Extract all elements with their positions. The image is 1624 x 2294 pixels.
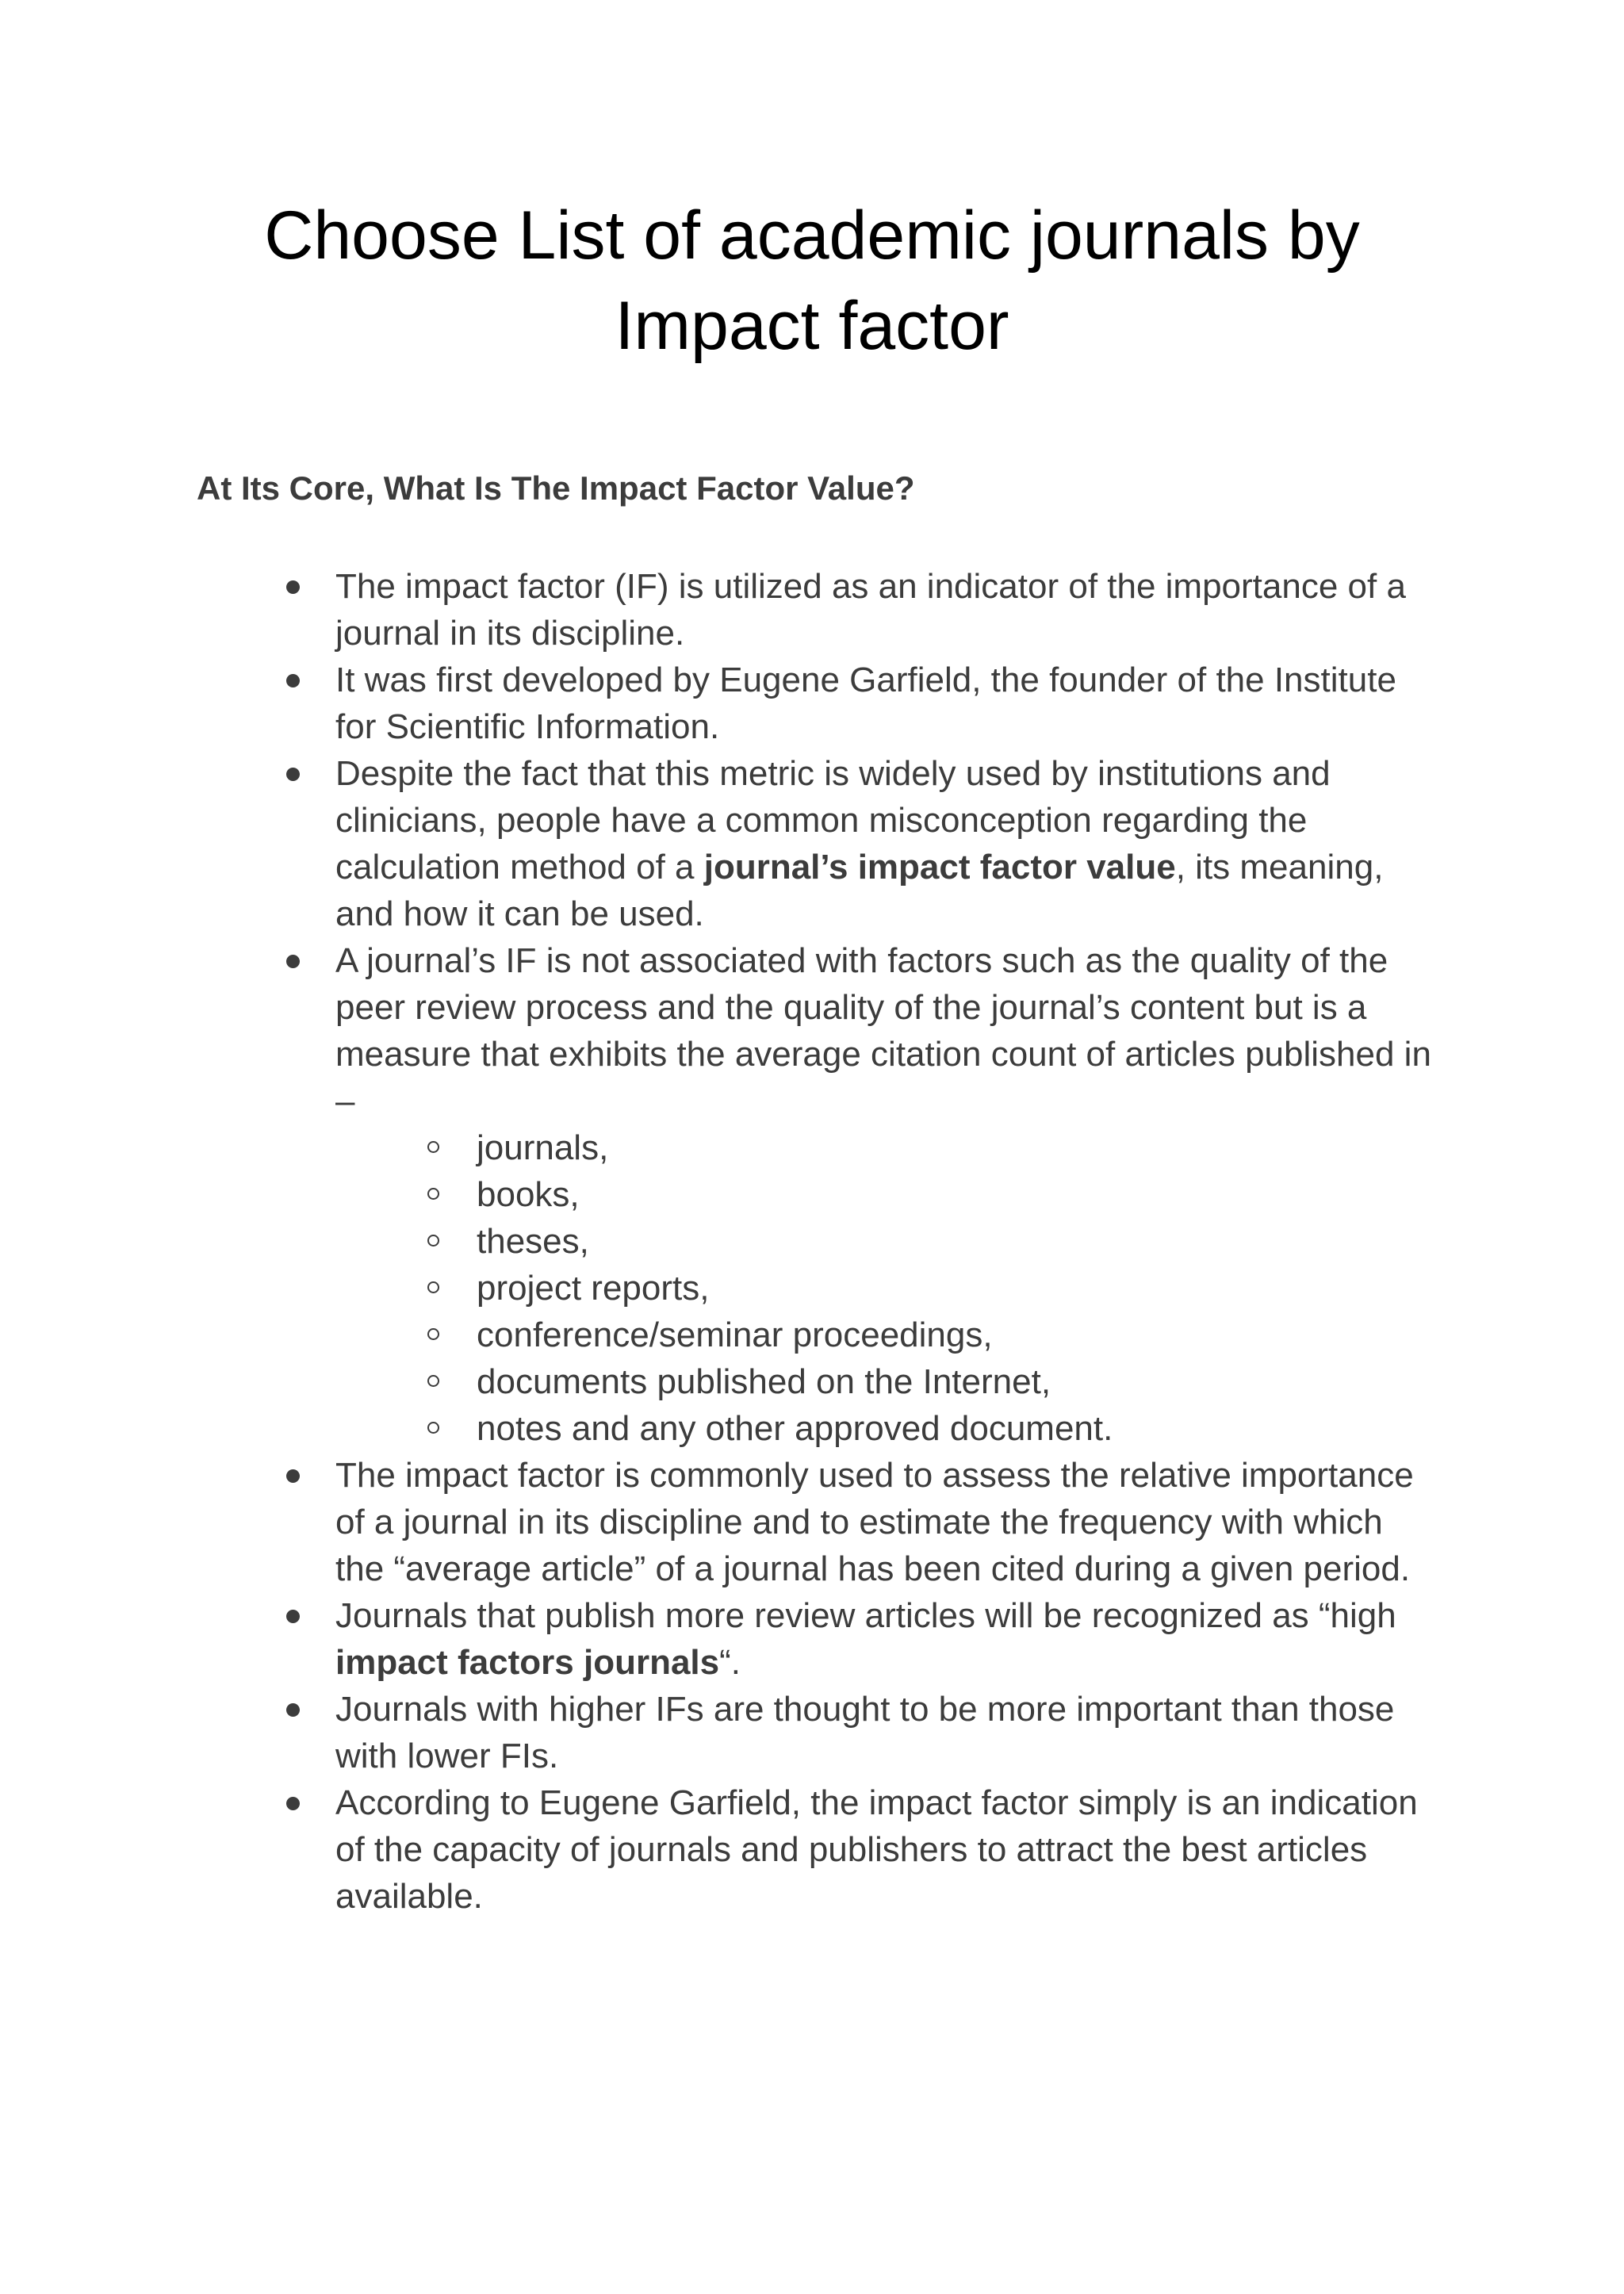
list-item bbox=[282, 657, 1439, 750]
bullet-icon bbox=[286, 580, 300, 594]
sub-list-item-text: journals, bbox=[477, 1128, 609, 1167]
list-item-text: Journals with higher IFs are thought to be more important than those with lower FIs. bbox=[335, 1690, 1395, 1775]
bullet-icon bbox=[286, 955, 300, 968]
circle-bullet-icon bbox=[427, 1328, 439, 1340]
sub-list-item bbox=[423, 1218, 1439, 1265]
circle-bullet-icon bbox=[427, 1235, 439, 1247]
bold-term: journal’s impact factor value bbox=[703, 848, 1176, 887]
list-item bbox=[282, 563, 1439, 657]
sub-list-item bbox=[423, 1358, 1439, 1405]
list-item bbox=[282, 1452, 1439, 1592]
sub-list-item-text: notes and any other approved document. bbox=[477, 1409, 1113, 1448]
circle-bullet-icon bbox=[427, 1281, 439, 1293]
list-item-text: The impact factor (IF) is utilized as an indicator of the importance of a journal in its discipline. bbox=[335, 567, 1406, 653]
sub-list-item-text: project reports, bbox=[477, 1269, 710, 1308]
list-item bbox=[282, 750, 1439, 937]
list-item bbox=[282, 1779, 1439, 1920]
bullet-icon bbox=[286, 1797, 300, 1810]
circle-bullet-icon bbox=[427, 1188, 439, 1200]
sub-list-item bbox=[423, 1405, 1439, 1452]
circle-bullet-icon bbox=[427, 1375, 439, 1387]
sub-list-item bbox=[423, 1124, 1439, 1171]
circle-bullet-icon bbox=[427, 1422, 439, 1434]
bold-term: impact factors journals bbox=[335, 1643, 720, 1682]
sub-list-item-text: conference/seminar proceedings, bbox=[477, 1316, 993, 1354]
bullet-icon bbox=[286, 768, 300, 781]
sub-list-item bbox=[423, 1312, 1439, 1358]
list-item-text: Despite the fact that this metric is widely used by institutions and clinicians, people have a common misconception regarding the calculation method of a bbox=[335, 754, 1331, 887]
sub-list-item-text: theses, bbox=[477, 1222, 589, 1261]
bullet-list bbox=[282, 563, 1439, 1920]
list-item-text: A journal’s IF is not associated with factors such as the quality of the peer review process and the quality of the journal’s content but is a measure that exhibits the average citation count of articles published in – bbox=[335, 941, 1431, 1120]
list-item-text: According to Eugene Garfield, the impact factor simply is an indication of the capacity of journals and publishers to attract the best articles available. bbox=[335, 1783, 1418, 1916]
section-heading: At Its Core, What Is The Impact Factor Value? bbox=[197, 469, 915, 507]
list-item bbox=[282, 1592, 1439, 1686]
bullet-icon bbox=[286, 1703, 300, 1717]
list-item-text: It was first developed by Eugene Garfield, the founder of the Institute for Scientific Information. bbox=[335, 661, 1396, 746]
bullet-icon bbox=[286, 1610, 300, 1623]
sub-list-item bbox=[423, 1171, 1439, 1218]
sub-list-item-text: documents published on the Internet, bbox=[477, 1362, 1051, 1401]
list-item-text: , its meaning, and how it can be used. bbox=[335, 848, 1384, 933]
list-item-text: The impact factor is commonly used to assess the relative importance of a journal in its discipline and to estimate the frequency with which the “average article” of a journal has been cited during a given period. bbox=[335, 1456, 1414, 1588]
list-item-text: “. bbox=[719, 1643, 741, 1682]
list-item bbox=[282, 1686, 1439, 1779]
sub-bullet-list bbox=[423, 1124, 1439, 1452]
list-item-text: Journals that publish more review articles will be recognized as “high bbox=[335, 1596, 1396, 1635]
circle-bullet-icon bbox=[427, 1141, 439, 1153]
bullet-icon bbox=[286, 674, 300, 687]
sub-list-item bbox=[423, 1265, 1439, 1312]
bullet-icon bbox=[286, 1469, 300, 1483]
sub-list-item-text: books, bbox=[477, 1175, 580, 1214]
page-title: Choose List of academic journals by Impact factor bbox=[264, 197, 1360, 364]
list-item bbox=[282, 937, 1439, 1452]
